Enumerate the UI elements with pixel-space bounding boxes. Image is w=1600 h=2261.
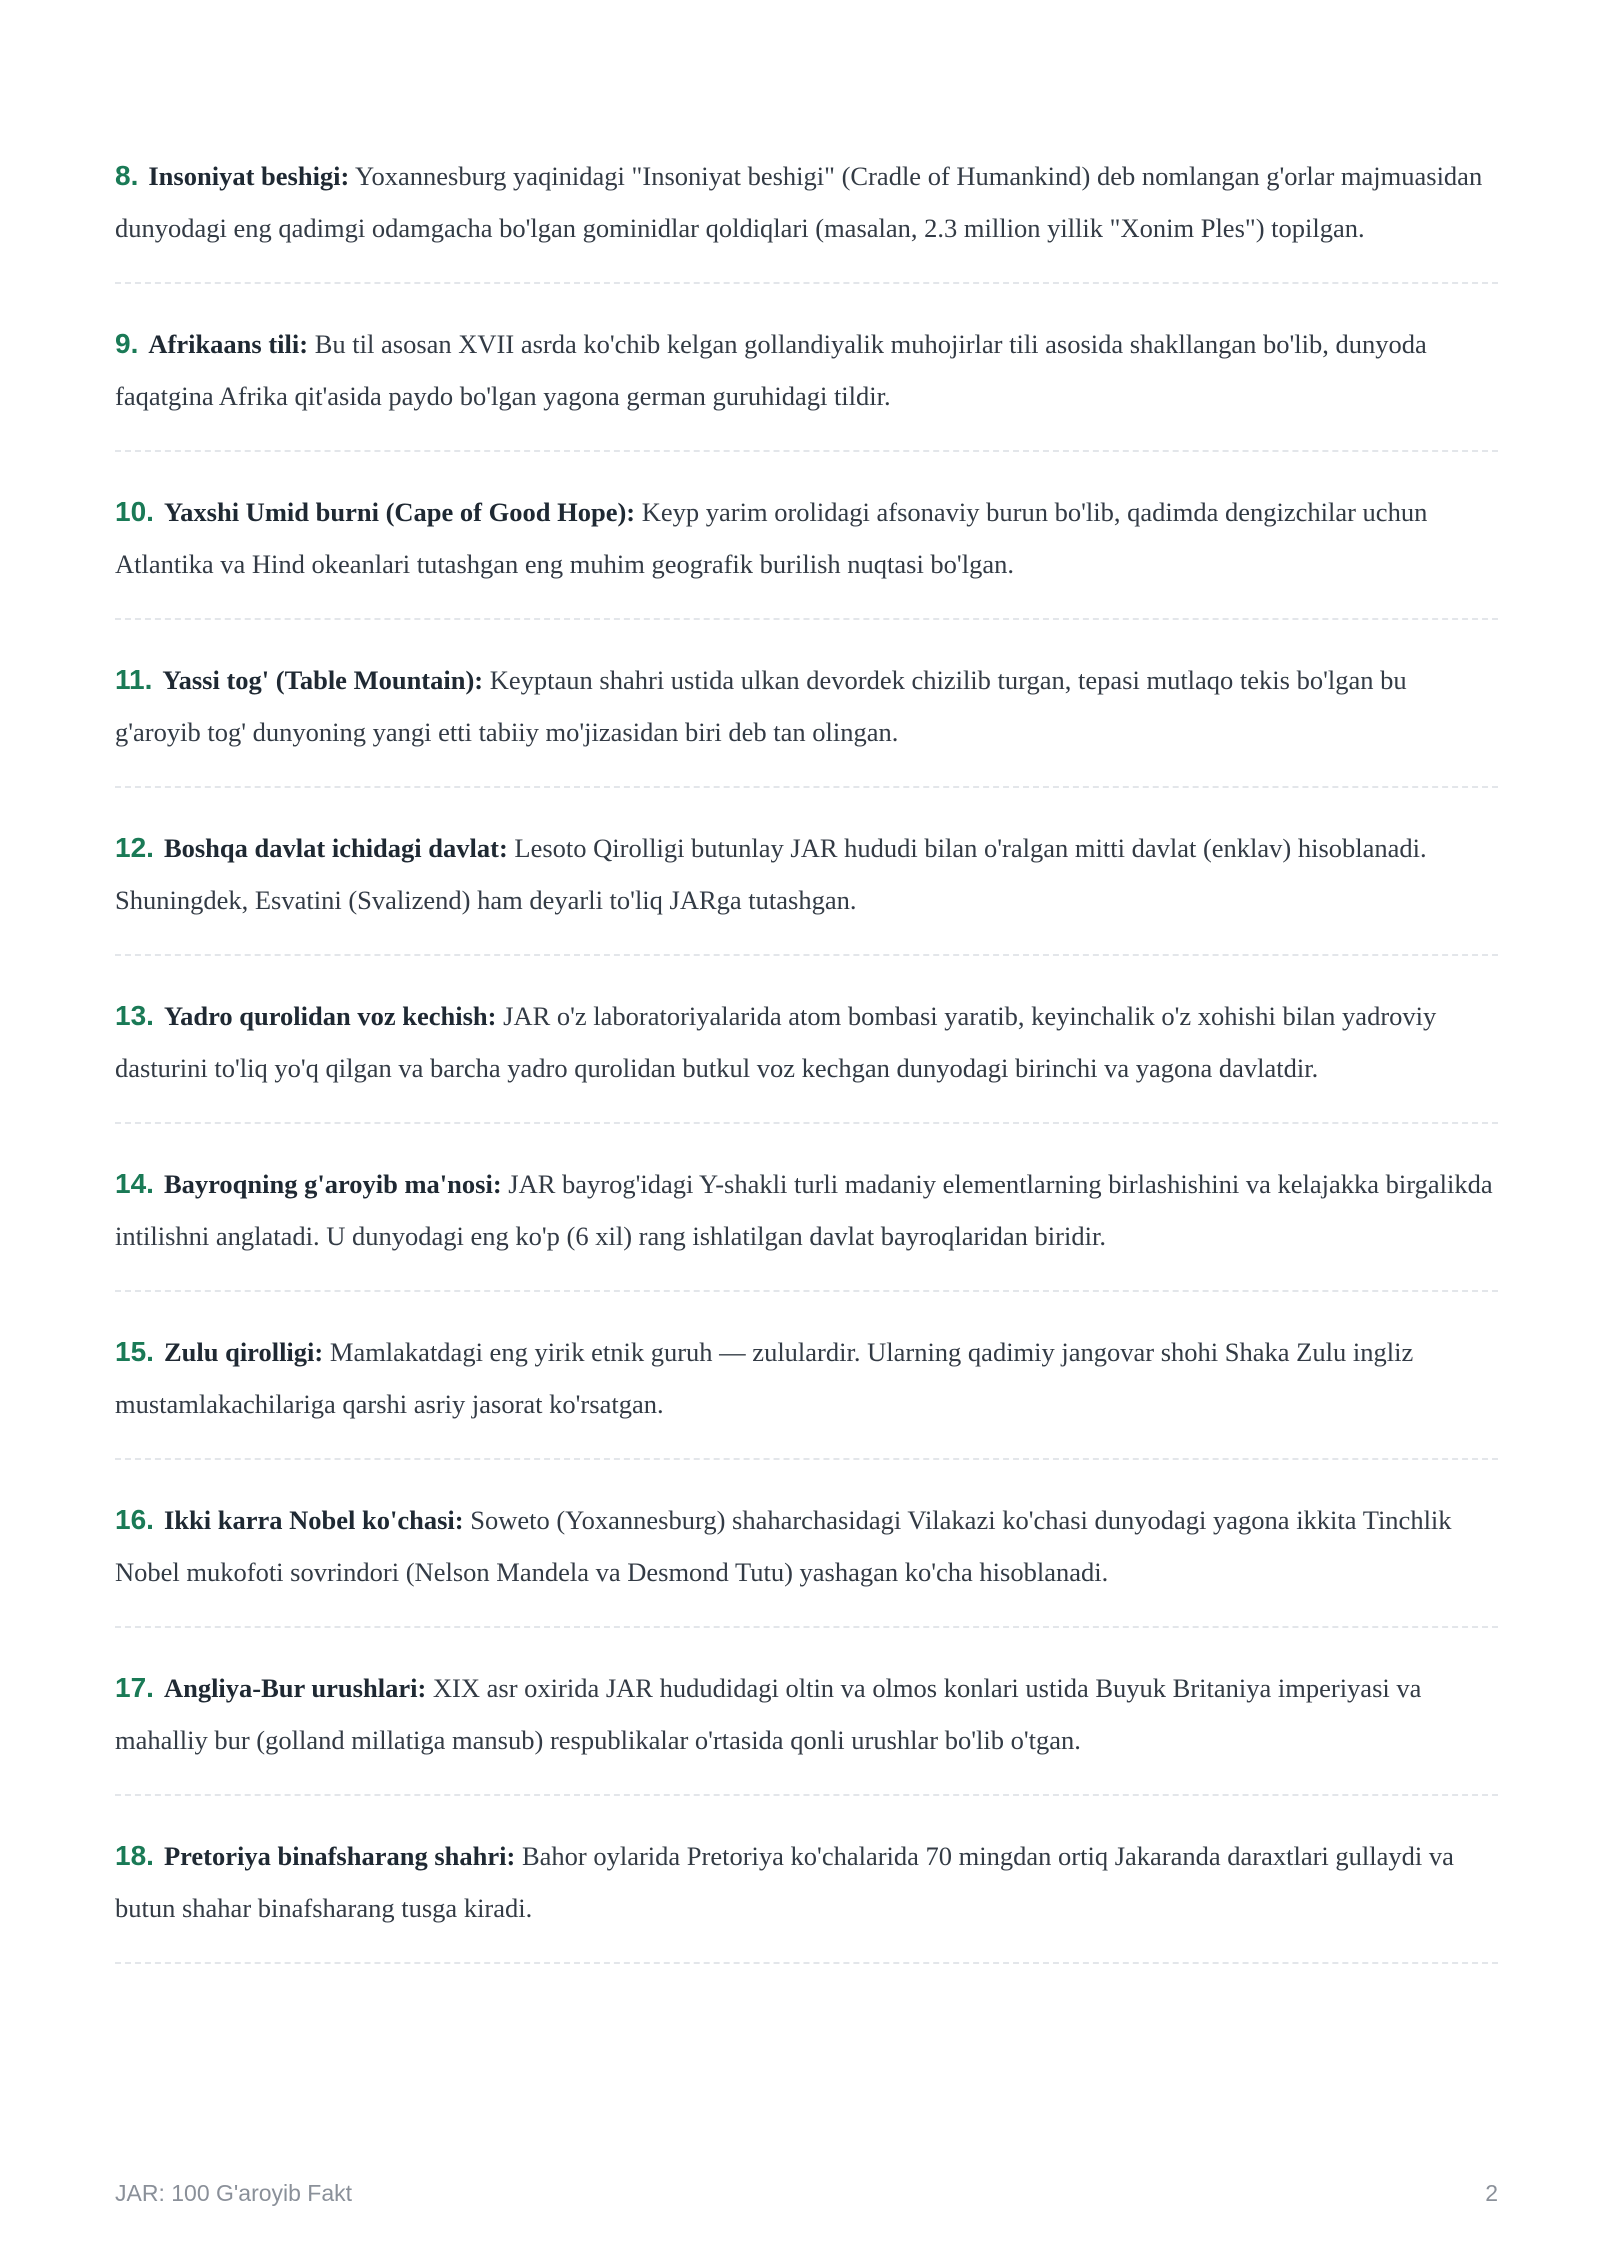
fact-paragraph <box>115 654 1498 758</box>
fact-number: 13. <box>115 1000 154 1031</box>
fact-number: 18. <box>115 1840 154 1871</box>
fact-number: 11. <box>115 664 153 695</box>
fact-title: Zulu qirolligi: <box>163 1337 324 1367</box>
fact-item-8 <box>115 150 1498 284</box>
fact-item-13 <box>115 990 1498 1124</box>
fact-item-11 <box>115 654 1498 788</box>
fact-item-14 <box>115 1158 1498 1292</box>
fact-number: 12. <box>115 832 154 863</box>
fact-body: Soweto (Yoxannesburg) shaharchasidagi Vilakazi ko'chasi dunyodagi yagona ikkita Tinchlik Nobel mukofoti sovrindori (Nelson Mandela va Desmond Tutu) yashagan ko'cha hisoblanadi. <box>115 1505 1452 1587</box>
fact-body: Keyptaun shahri ustida ulkan devordek chizilib turgan, tepasi mutlaqo tekis bo'lgan bu g'aroyib tog' dunyoning yangi etti tabiiy mo'jizasidan biri deb tan olingan. <box>115 665 1407 747</box>
page-footer <box>115 2180 1498 2207</box>
fact-number: 17. <box>115 1672 154 1703</box>
fact-paragraph <box>115 822 1498 926</box>
fact-title: Yaxshi Umid burni (Cape of Good Hope): <box>163 497 636 527</box>
fact-body: JAR bayrog'idagi Y-shakli turli madaniy elementlarning birlashishini va kelajakka birgalikda intilishni anglatadi. U dunyodagi eng ko'p (6 xil) rang ishlatilgan davlat bayroqlaridan biridir. <box>115 1169 1493 1251</box>
fact-paragraph <box>115 1494 1498 1598</box>
fact-paragraph <box>115 1830 1498 1934</box>
fact-body: Yoxannesburg yaqinidagi "Insoniyat beshigi" (Cradle of Humankind) deb nomlangan g'orlar majmuasidan dunyodagi eng qadimgi odamgacha bo'lgan gominidlar qoldiqlari (masalan, 2.3 million yillik "Xonim Ples") topilgan. <box>115 161 1483 243</box>
fact-number: 15. <box>115 1336 154 1367</box>
fact-body: Bahor oylarida Pretoriya ko'chalarida 70 mingdan ortiq Jakaranda daraxtlari gullaydi va butun shahar binafsharang tusga kiradi. <box>115 1841 1454 1923</box>
footer-document-title: JAR: 100 G'aroyib Fakt <box>115 2180 353 2206</box>
fact-paragraph <box>115 990 1498 1094</box>
fact-body: Keyp yarim orolidagi afsonaviy burun bo'lib, qadimda dengizchilar uchun Atlantika va Hind okeanlari tutashgan eng muhim geografik burilish nuqtasi bo'lgan. <box>115 497 1428 579</box>
fact-paragraph <box>115 1158 1498 1262</box>
fact-body: XIX asr oxirida JAR hududidagi oltin va olmos konlari ustida Buyuk Britaniya imperiyasi va mahalliy bur (golland millatiga mansub) respublikalar o'rtasida qonli urushlar bo'lib o'tgan. <box>115 1673 1422 1755</box>
fact-number: 9. <box>115 328 139 359</box>
fact-item-12 <box>115 822 1498 956</box>
fact-paragraph <box>115 150 1498 254</box>
fact-title: Afrikaans tili: <box>148 329 309 359</box>
fact-paragraph <box>115 1326 1498 1430</box>
fact-list <box>115 150 1498 1998</box>
fact-title: Insoniyat beshigi: <box>148 161 350 191</box>
fact-title: Ikki karra Nobel ko'chasi: <box>163 1505 464 1535</box>
fact-item-16 <box>115 1494 1498 1628</box>
fact-paragraph <box>115 318 1498 422</box>
fact-title: Bayroqning g'aroyib ma'nosi: <box>163 1169 502 1199</box>
fact-title: Pretoriya binafsharang shahri: <box>163 1841 516 1871</box>
fact-body: Bu til asosan XVII asrda ko'chib kelgan gollandiyalik muhojirlar tili asosida shakllangan bo'lib, dunyoda faqatgina Afrika qit'asida paydo bo'lgan yagona german guruhidagi tildir. <box>115 329 1427 411</box>
fact-item-18 <box>115 1830 1498 1964</box>
footer-page-number: 2 <box>1485 2180 1498 2206</box>
fact-paragraph <box>115 486 1498 590</box>
fact-body: Mamlakatdagi eng yirik etnik guruh — zululardir. Ularning qadimiy jangovar shohi Shaka Zulu ingliz mustamlakachilariga qarshi asriy jasorat ko'rsatgan. <box>115 1337 1414 1419</box>
fact-body: JAR o'z laboratoriyalarida atom bombasi yaratib, keyinchalik o'z xohishi bilan yadroviy dasturini to'liq yo'q qilgan va barcha yadro qurolidan butkul voz kechgan dunyodagi birinchi va yagona davlatdir. <box>115 1001 1437 1083</box>
fact-number: 14. <box>115 1168 154 1199</box>
fact-title: Boshqa davlat ichidagi davlat: <box>163 833 508 863</box>
fact-title: Yassi tog' (Table Mountain): <box>162 665 484 695</box>
fact-number: 16. <box>115 1504 154 1535</box>
fact-item-17 <box>115 1662 1498 1796</box>
fact-body: Lesoto Qirolligi butunlay JAR hududi bilan o'ralgan mitti davlat (enklav) hisoblanadi. Shuningdek, Esvatini (Svalizend) ham deyarli to'liq JARga tutashgan. <box>115 833 1427 915</box>
fact-title: Angliya-Bur urushlari: <box>163 1673 427 1703</box>
fact-title: Yadro qurolidan voz kechish: <box>163 1001 497 1031</box>
fact-paragraph <box>115 1662 1498 1766</box>
fact-item-9 <box>115 318 1498 452</box>
fact-item-10 <box>115 486 1498 620</box>
fact-item-15 <box>115 1326 1498 1460</box>
fact-number: 10. <box>115 496 154 527</box>
fact-number: 8. <box>115 160 139 191</box>
